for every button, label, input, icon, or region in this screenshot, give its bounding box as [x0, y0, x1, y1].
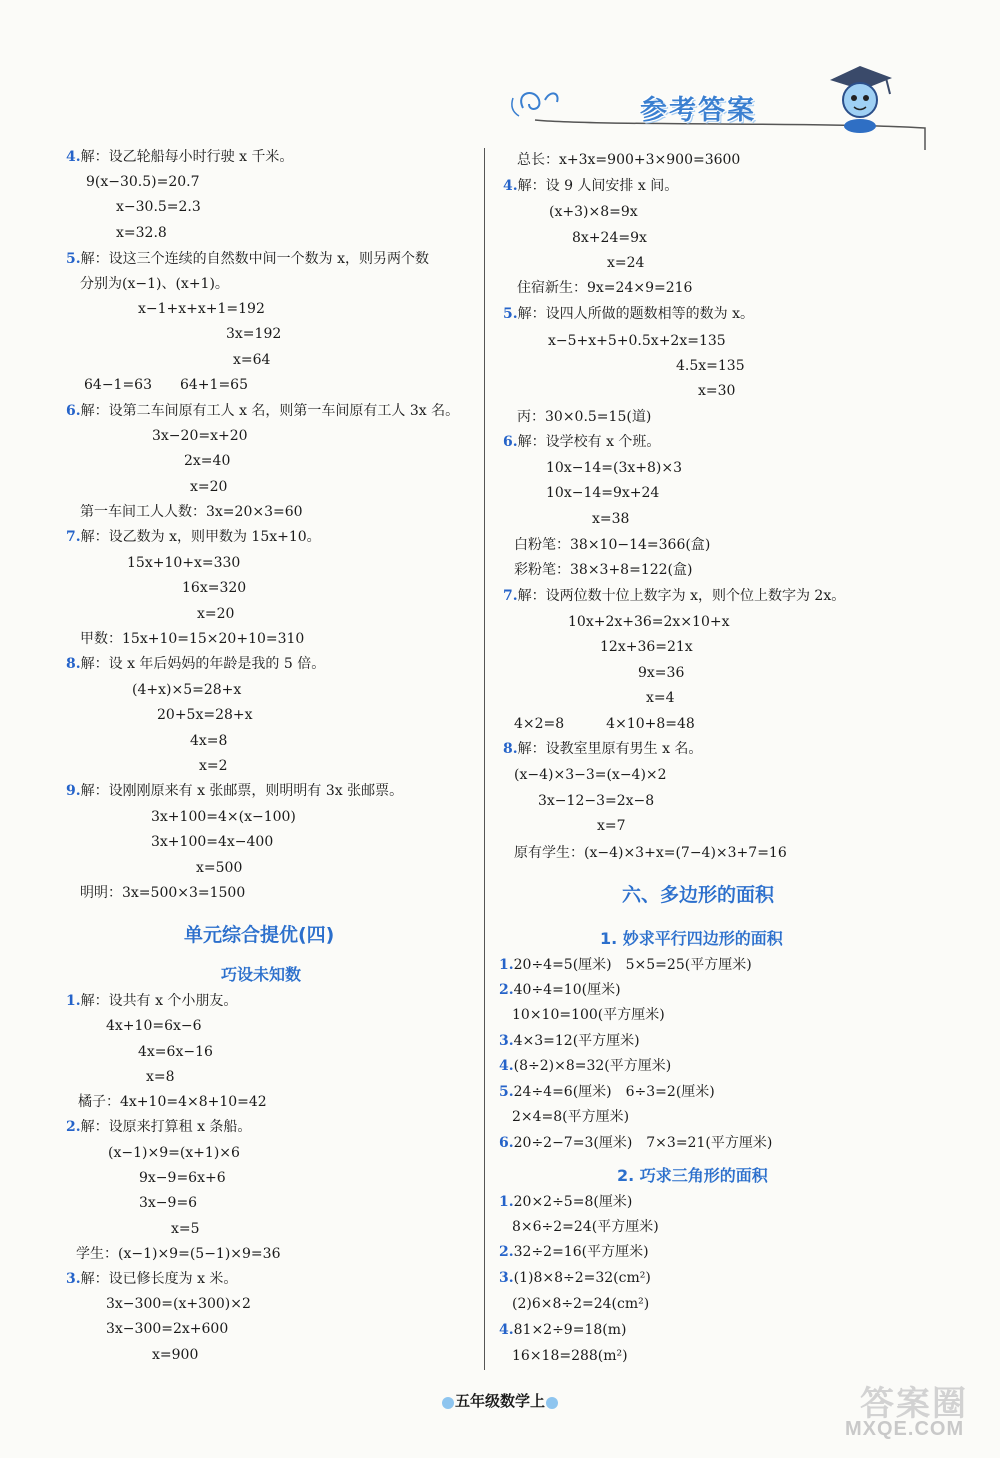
- equation-line: 明明：3x=500×3=1500: [80, 885, 246, 901]
- equation-line: 白粉笔：38×10−14=366(盒): [514, 537, 711, 553]
- equation-line: x=20: [197, 606, 235, 622]
- equation-line: x−5+x+5+0.5x+2x=135: [548, 333, 726, 349]
- answer-item: 4.解：设 9 人间安排 x 间。: [503, 178, 679, 194]
- page-header-title: 参考答案: [640, 95, 756, 126]
- footer-label: 五年级数学上: [454, 1392, 545, 1410]
- equation-line: 16x=320: [182, 580, 247, 596]
- answer-item: 5.解：设四人所做的题数相等的数为 x。: [503, 306, 754, 322]
- equation-line: x−30.5=2.3: [116, 199, 201, 215]
- equation-line: 3x−20=x+20: [152, 428, 248, 444]
- equation-line: 3x−300=(x+300)×2: [106, 1296, 251, 1312]
- equation-line: 9(x−30.5)=20.7: [86, 174, 200, 190]
- answer-item: 8.解：设教室里原有男生 x 名。: [503, 741, 703, 757]
- equation-line: 原有学生：(x−4)×3+x=(7−4)×3+7=16: [514, 845, 787, 861]
- equation-line: 橘子：4x+10=4×8+10=42: [78, 1094, 267, 1110]
- equation-line: x=20: [190, 479, 228, 495]
- equation-line: 15x+10+x=330: [127, 555, 241, 571]
- equation-line: 8x+24=9x: [572, 230, 647, 246]
- equation-line: 20+5x=28+x: [157, 707, 253, 723]
- equation-line: 16×18=288(m²): [512, 1348, 628, 1364]
- equation-line: 3x+100=4×(x−100): [151, 809, 296, 825]
- equation-line: 2x=40: [184, 453, 231, 469]
- equation-line: 4x=8: [190, 733, 228, 749]
- answer-item: 3.解：设已修长度为 x 米。: [66, 1271, 238, 1287]
- equation-line: x=900: [152, 1347, 199, 1363]
- equation-line: 10x−14=(3x+8)×3: [546, 460, 682, 476]
- equation-line: x=4: [646, 690, 675, 706]
- answer-item: 4.81×2÷9=18(m): [499, 1322, 627, 1338]
- answer-item: 2.40÷4=10(厘米): [499, 982, 621, 998]
- answer-item: 6.解：设学校有 x 个班。: [503, 434, 661, 450]
- equation-line: (x+3)×8=9x: [549, 204, 638, 220]
- mascot-graduate-icon: [820, 62, 900, 134]
- equation-line: x=5: [171, 1221, 200, 1237]
- equation-line: x=500: [196, 860, 243, 876]
- answer-item: 6.解：设第二车间原有工人 x 名，则第一车间原有工人 3x 名。: [66, 403, 460, 419]
- equation-line: 3x−12−3=2x−8: [538, 793, 655, 809]
- equation-line: x=2: [199, 758, 228, 774]
- equation-line: 3x+100=4x−400: [151, 834, 274, 850]
- subsection-title: 2. 巧求三角形的面积: [617, 1166, 768, 1185]
- equation-line: x=38: [592, 511, 630, 527]
- equation-line: 12x+36=21x: [600, 639, 693, 655]
- answer-item: 5.解：设这三个连续的自然数中间一个数为 x，则另两个数: [66, 251, 429, 267]
- equation-line: 总长：x+3x=900+3×900=3600: [517, 152, 741, 168]
- equation-line: 丙：30×0.5=15(道): [517, 409, 652, 425]
- answer-item: 3.4×3=12(平方厘米): [499, 1033, 640, 1049]
- equation-line: (x−1)×9=(x+1)×6: [108, 1145, 240, 1161]
- answer-item: 7.解：设两位数十位上数字为 x，则个位上数字为 2x。: [503, 588, 846, 604]
- answer-item: 8.解：设 x 年后妈妈的年龄是我的 5 倍。: [66, 656, 326, 672]
- answer-item: 7.解：设乙数为 x，则甲数为 15x+10。: [66, 529, 321, 545]
- column-divider: [484, 148, 485, 1370]
- equation-line: 住宿新生：9x=24×9=216: [517, 280, 693, 296]
- equation-line: 10×10=100(平方厘米): [512, 1007, 665, 1023]
- answer-item: 4.(8÷2)×8=32(平方厘米): [499, 1058, 672, 1074]
- equation-line: 3x=192: [226, 326, 282, 342]
- equation-line: 第一车间工人人数：3x=20×3=60: [80, 504, 303, 520]
- equation-line: x=64: [233, 352, 271, 368]
- answer-item: 2.32÷2=16(平方厘米): [499, 1244, 649, 1260]
- equation-line: (4+x)×5=28+x: [132, 682, 242, 698]
- answer-item: 5.24÷4=6(厘米) 6÷3=2(厘米): [499, 1084, 715, 1100]
- answer-item: 4.解：设乙轮船每小时行驶 x 千米。: [66, 149, 294, 165]
- equation-line: (2)6×8÷2=24(cm²): [512, 1296, 650, 1312]
- equation-line: 4.5x=135: [676, 358, 745, 374]
- watermark-logo: 答案圈: [860, 1384, 968, 1424]
- equation-line: 64−1=63 64+1=65: [84, 377, 248, 393]
- subsection-title: 1. 妙求平行四边形的面积: [600, 929, 783, 948]
- equation-line: x=32.8: [116, 225, 167, 241]
- answer-item: 1.20÷4=5(厘米) 5×5=25(平方厘米): [499, 957, 752, 973]
- answer-item: 3.(1)8×8÷2=32(cm²): [499, 1270, 651, 1286]
- equation-line: x−1+x+x+1=192: [138, 301, 265, 317]
- equation-line: 9x=36: [638, 665, 685, 681]
- watermark-url: MXQE.COM: [845, 1418, 965, 1440]
- answer-item: 6.20÷2−7=3(厘米) 7×3=21(平方厘米): [499, 1135, 773, 1151]
- section-title: 单元综合提优(四): [184, 924, 335, 946]
- answer-item: 1.解：设共有 x 个小朋友。: [66, 993, 238, 1009]
- section-title: 六、多边形的面积: [622, 884, 775, 906]
- answer-item: 9.解：设刚刚原来有 x 张邮票，则明明有 3x 张邮票。: [66, 783, 404, 799]
- equation-line: 3x−9=6: [139, 1195, 198, 1211]
- equation-line: x=7: [597, 818, 626, 834]
- equation-line: 8×6÷2=24(平方厘米): [512, 1219, 659, 1235]
- equation-line: 10x+2x+36=2x×10+x: [568, 614, 730, 630]
- equation-line: 3x−300=2x+600: [106, 1321, 229, 1337]
- equation-line: (x−4)×3−3=(x−4)×2: [514, 767, 667, 783]
- equation-line: 4x+10=6x−6: [106, 1018, 202, 1034]
- equation-line: 9x−9=6x+6: [139, 1170, 226, 1186]
- equation-line: 10x−14=9x+24: [546, 485, 660, 501]
- equation-line: 分别为(x−1)、(x+1)。: [80, 276, 229, 292]
- equation-line: 学生：(x−1)×9=(5−1)×9=36: [76, 1246, 281, 1262]
- equation-line: 4×2=8 4×10+8=48: [514, 716, 695, 732]
- equation-line: 2×4=8(平方厘米): [512, 1109, 630, 1125]
- equation-line: x=24: [607, 255, 645, 271]
- equation-line: 4x=6x−16: [138, 1044, 213, 1060]
- equation-line: 甲数：15x+10=15×20+10=310: [80, 631, 305, 647]
- answer-item: 2.解：设原来打算租 x 条船。: [66, 1119, 252, 1135]
- answer-item: 1.20×2÷5=8(厘米): [499, 1194, 633, 1210]
- subsection-title: 巧设未知数: [221, 965, 302, 984]
- equation-line: x=30: [698, 383, 736, 399]
- equation-line: x=8: [146, 1069, 175, 1085]
- equation-line: 彩粉笔：38×3+8=122(盒): [514, 562, 693, 578]
